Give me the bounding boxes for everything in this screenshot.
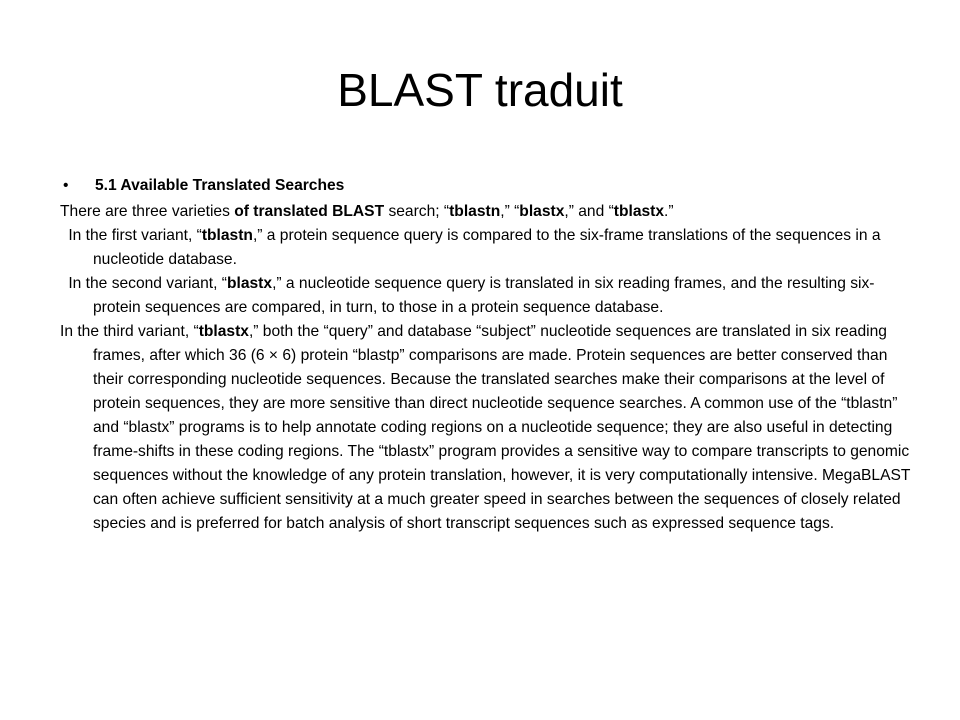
text: ,” and “ [564,203,614,220]
paragraph-first-variant [60,224,912,272]
term-tblastn: tblastn [449,203,501,220]
term-blastx: blastx [519,203,565,220]
term-tblastx: tblastx [613,203,665,220]
text: ,” a protein sequence query is compared to the six-frame translations of the sequences in a nucleotide database. [93,227,881,268]
text: In the second variant, “ [68,275,227,292]
paragraph-third-variant [60,320,912,536]
text: There are three varieties [60,203,235,220]
term-blastx: blastx [226,275,273,292]
paragraph-varieties [60,200,912,224]
text-bold: of translated BLAST [234,203,385,220]
text: search; “ [384,203,450,220]
text: ,” both the “query” and database “subject” nucleotide sequences are translated in six reading frames, after which 36 (6 × 6) protein “blastp” comparisons are made. Protein sequences are better conserved than their corresponding nucleotide sequences. Because the translated searches make their comparisons at the level of protein sequences, they are more sensitive than direct nucleotide sequence searches. A common use of the “tblastn” and “blastx” programs is to help annotate coding regions on a nucleotide sequence; they are also useful in detecting frame-shifts in these coding regions. The “tblastx” program provides a sensitive way to compare transcripts to genomic sequences without the knowledge of any protein translation, however, it is very computationally intensive. MegaBLAST can often achieve sufficient sensitivity at a much greater speed in searches between the sequences of closely related species and is preferred for batch analysis of short transcript sequences such as expressed sequence tags. [93,323,911,532]
term-tblastx: tblastx [198,323,249,340]
paragraph-second-variant [60,272,912,320]
text: .” [664,203,674,220]
text: ,” “ [500,203,520,220]
term-tblastn: tblastn [201,227,253,244]
text: In the first variant, “ [68,227,202,244]
text: In the third variant, “ [60,323,199,340]
section-heading: 5.1 Available Translated Searches [95,177,345,194]
slide-body [60,174,912,536]
bullet-heading [60,174,912,198]
slide-title: BLAST traduit [337,64,623,116]
text: ,” a nucleotide sequence query is translated in six reading frames, and the resulting six-protein sequences are compared, in turn, to those in a protein sequence database. [93,275,875,316]
bullet-marker: • [63,177,69,194]
